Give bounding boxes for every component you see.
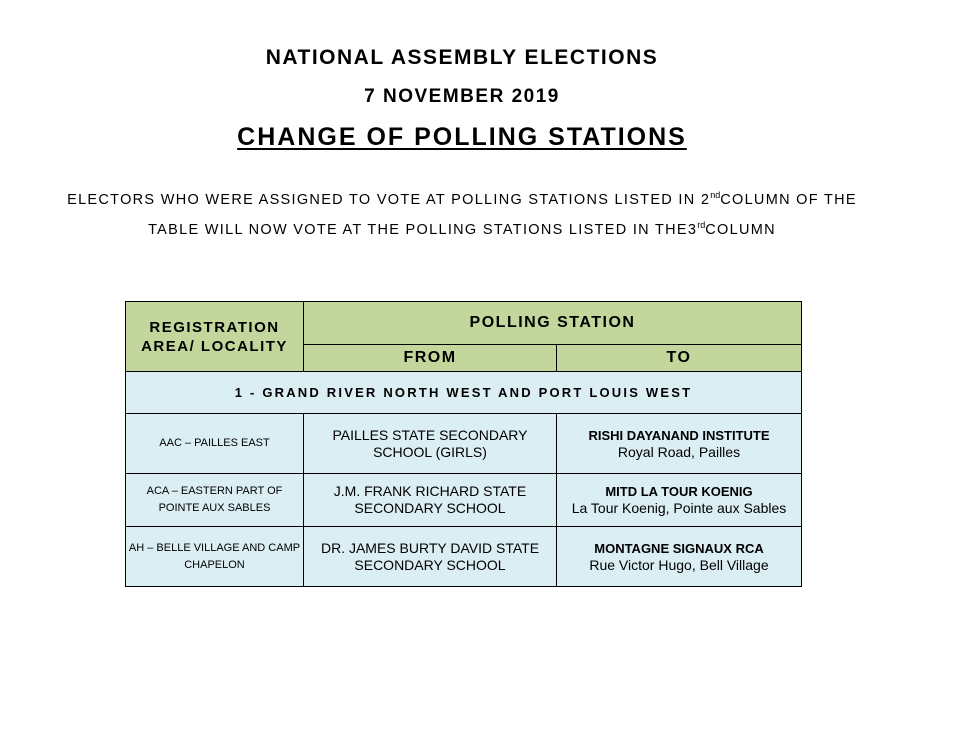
polling-stations-table [125, 301, 802, 587]
to-station-cell [557, 474, 802, 527]
notice-subtitle-text: CHANGE OF POLLING STATIONS [237, 123, 687, 151]
header-from: FROM [304, 345, 557, 372]
table-header-row [126, 302, 802, 345]
to-station-name: RISHI DAYANAND INSTITUTE [588, 427, 770, 443]
notice-subtitle [0, 123, 924, 152]
table-row [126, 414, 802, 474]
intro-line-2 [0, 220, 924, 238]
to-station-cell [557, 527, 802, 587]
locality-cell: AAC – PAILLES EAST [126, 414, 304, 474]
to-station-cell [557, 414, 802, 474]
intro-line-2-text-a: TABLE WILL NOW VOTE AT THE POLLING STATIONS LISTED IN THE3 [148, 221, 698, 238]
locality-cell: ACA – EASTERN PART OF POINTE AUX SABLES [126, 474, 304, 527]
header-polling-station: POLLING STATION [304, 302, 802, 345]
to-station-address: Rue Victor Hugo, Bell Village [589, 556, 769, 573]
header-registration-area: REGISTRATION AREA/ LOCALITY [126, 302, 304, 372]
notice-title: NATIONAL ASSEMBLY ELECTIONS [265, 46, 659, 69]
intro-line-2-sup: rd [697, 220, 706, 230]
table-row [126, 474, 802, 527]
from-station-cell: J.M. FRANK RICHARD STATE SECONDARY SCHOOL [304, 474, 557, 527]
from-station-cell: DR. JAMES BURTY DAVID STATE SECONDARY SCHOOL [304, 527, 557, 587]
intro-line-1-sup: nd [710, 190, 721, 200]
table-row [126, 527, 802, 587]
region-row [126, 372, 802, 414]
intro-line-2-text-b: COLUMN [705, 221, 776, 238]
from-station-cell: PAILLES STATE SECONDARY SCHOOL (GIRLS) [304, 414, 557, 474]
intro-line-1 [0, 190, 924, 208]
region-label: 1 - GRAND RIVER NORTH WEST AND PORT LOUIS WEST [126, 372, 802, 414]
locality-cell: AH – BELLE VILLAGE AND CAMP CHAPELON [126, 527, 304, 587]
header-to: TO [557, 345, 802, 372]
intro-line-1-text-a: ELECTORS WHO WERE ASSIGNED TO VOTE AT POLLING STATIONS LISTED IN 2 [67, 191, 711, 208]
to-station-address: La Tour Koenig, Pointe aux Sables [571, 500, 787, 516]
intro-line-1-text-b: COLUMN OF THE [720, 191, 857, 208]
to-station-name: MITD LA TOUR KOENIG [605, 484, 753, 499]
election-date: 7 NOVEMBER 2019 [364, 86, 560, 107]
to-station-name: MONTAGNE SIGNAUX RCA [594, 540, 764, 556]
to-station-address: Royal Road, Pailles [617, 443, 741, 460]
